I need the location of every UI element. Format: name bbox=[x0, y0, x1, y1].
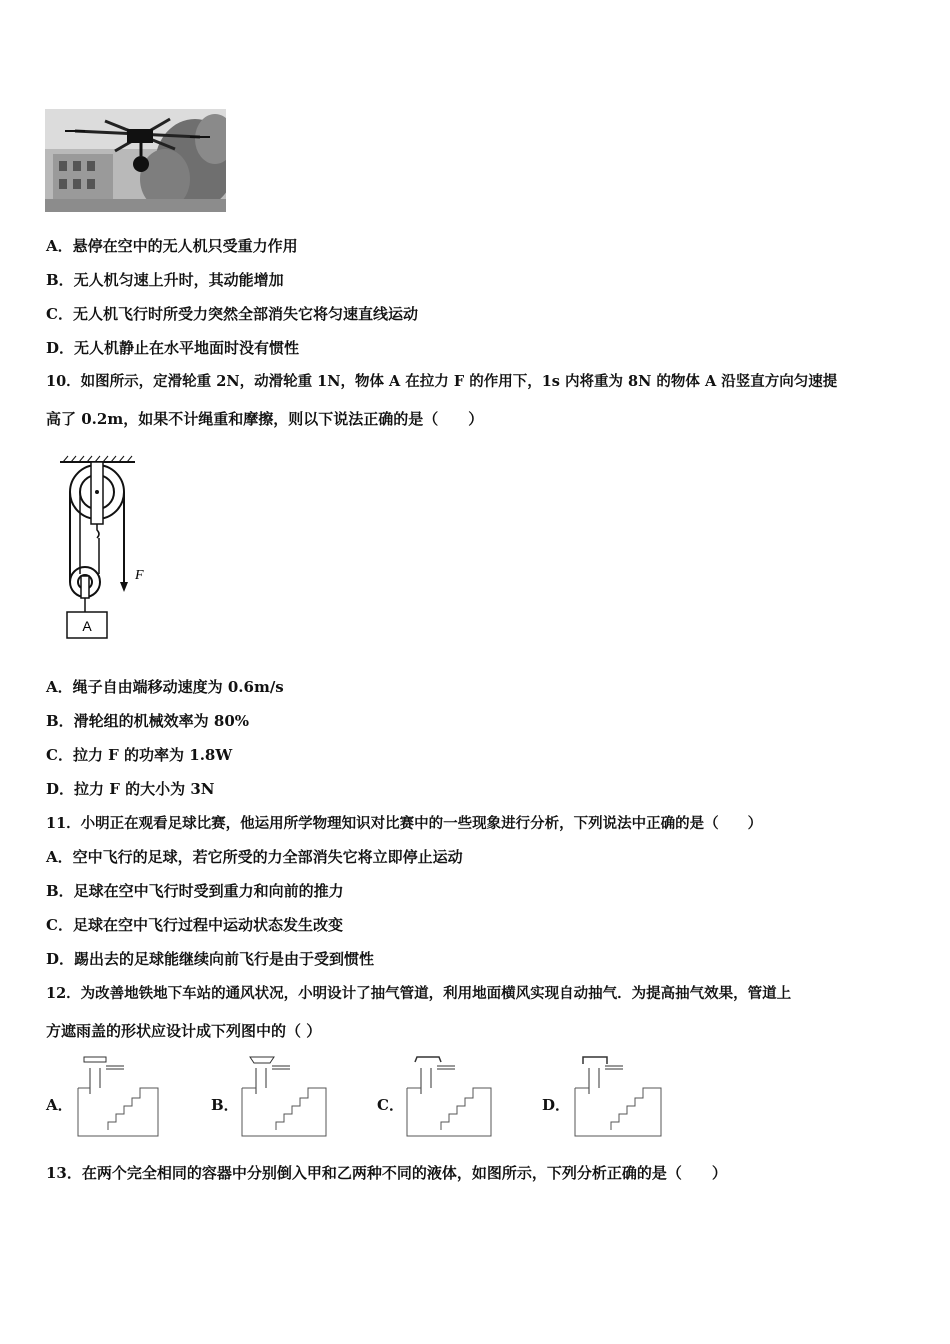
q11-option-c: C．足球在空中飞行过程中运动状态发生改变 bbox=[46, 916, 343, 934]
q9-option-b: B．无人机匀速上升时，其动能增加 bbox=[46, 271, 284, 289]
q12-figure-d bbox=[573, 1054, 665, 1138]
pulley-diagram bbox=[55, 452, 155, 644]
pulley-block-label: A bbox=[82, 618, 92, 634]
q9-option-d: D．无人机静止在水平地面时没有惯性 bbox=[46, 339, 300, 357]
q10-stem-line2: 高了 0.2m，如果不计绳重和摩擦，则以下说法正确的是（ ） bbox=[46, 410, 484, 428]
q13-stem: 13．在两个完全相同的容器中分别倒入甲和乙两种不同的液体，如图所示，下列分析正确的是（ ） bbox=[46, 1164, 727, 1182]
q12-stem-line1: 12．为改善地铁地下车站的通风状况，小明设计了抽气管道，利用地面横风实现自动抽气．为提高抽气效果，管道上 bbox=[46, 985, 792, 1002]
q9-option-a: A．悬停在空中的无人机只受重力作用 bbox=[46, 237, 298, 255]
q10-option-a: A．绳子自由端移动速度为 0.6m/s bbox=[46, 678, 284, 696]
q12-figure-b bbox=[240, 1054, 330, 1138]
q11-option-b: B．足球在空中飞行时受到重力和向前的推力 bbox=[46, 882, 344, 900]
q11-option-a: A．空中飞行的足球，若它所受的力全部消失它将立即停止运动 bbox=[46, 848, 463, 866]
q11-stem: 11．小明正在观看足球比赛，他运用所学物理知识对比赛中的一些现象进行分析，下列说法中正确的是（ ） bbox=[46, 815, 763, 832]
q9-option-c: C．无人机飞行时所受力突然全部消失它将匀速直线运动 bbox=[46, 305, 418, 323]
q12-option-a-label: A． bbox=[46, 1096, 73, 1114]
q10-option-d: D．拉力 F 的大小为 3N bbox=[46, 780, 215, 798]
q12-figure-c bbox=[405, 1054, 495, 1138]
q10-option-b: B．滑轮组的机械效率为 80% bbox=[46, 712, 250, 730]
drone-photo bbox=[45, 109, 226, 212]
q12-option-d-label: D． bbox=[542, 1096, 571, 1114]
q10-option-c: C．拉力 F 的功率为 1.8W bbox=[46, 746, 233, 764]
q10-stem-line1: 10．如图所示，定滑轮重 2N，动滑轮重 1N，物体 A 在拉力 F 的作用下，1s 内将重为 8N 的物体 A 沿竖直方向匀速提 bbox=[46, 373, 838, 390]
q12-stem-line2: 方遮雨盖的形状应设计成下列图中的（ ） bbox=[46, 1022, 322, 1040]
q12-figure-a bbox=[76, 1054, 162, 1138]
q12-option-b-label: B． bbox=[211, 1096, 239, 1114]
q11-option-d: D．踢出去的足球能继续向前飞行是由于受到惯性 bbox=[46, 950, 375, 968]
q12-option-c-label: C． bbox=[377, 1096, 404, 1114]
pulley-force-label: F bbox=[135, 568, 144, 583]
